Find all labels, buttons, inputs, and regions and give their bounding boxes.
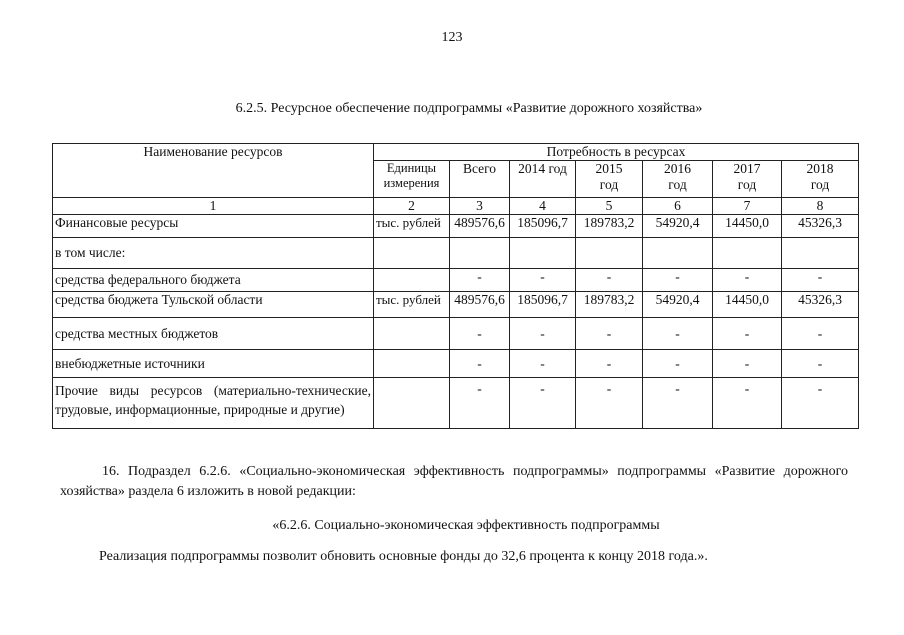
col-number: 4 xyxy=(510,198,576,215)
row-unit xyxy=(374,269,450,292)
col-number: 7 xyxy=(713,198,782,215)
row-label: Прочие виды ресурсов (материально-технические, трудовые, информационные, природные и другие) xyxy=(53,378,374,429)
header-2018: 2018 год xyxy=(782,161,859,198)
row-value: - xyxy=(450,269,510,292)
row-value: 185096,7 xyxy=(510,215,576,238)
row-value: 54920,4 xyxy=(643,215,713,238)
row-label: внебюджетные источники xyxy=(53,350,374,378)
row-value: - xyxy=(643,350,713,378)
row-value: - xyxy=(643,318,713,350)
row-value: - xyxy=(713,378,782,429)
row-value: - xyxy=(643,378,713,429)
resources-table xyxy=(52,143,859,429)
row-value: 189783,2 xyxy=(576,215,643,238)
row-value: - xyxy=(643,269,713,292)
paragraph-16: 16. Подраздел 6.2.6. «Социально-экономическая эффективность подпрограммы» подпрограммы «Развитие дорожного хозяйства» раздела 6 изложить в новой редакции: xyxy=(60,464,848,499)
row-unit: тыс. рублей xyxy=(374,215,450,238)
col-number: 5 xyxy=(576,198,643,215)
header-resource-name: Наименование ресурсов xyxy=(53,144,374,198)
table-row xyxy=(53,318,859,350)
row-value: - xyxy=(576,269,643,292)
col-number: 6 xyxy=(643,198,713,215)
row-value: - xyxy=(510,318,576,350)
row-value: 489576,6 xyxy=(450,292,510,318)
col-number: 1 xyxy=(53,198,374,215)
row-value: - xyxy=(782,350,859,378)
row-value xyxy=(450,238,510,269)
row-value: - xyxy=(782,318,859,350)
quoted-subsection-title: «6.2.6. Социально-экономическая эффективность подпрограммы xyxy=(272,518,660,533)
row-value: - xyxy=(713,269,782,292)
col-number: 3 xyxy=(450,198,510,215)
header-2017: 2017 год xyxy=(713,161,782,198)
row-value: - xyxy=(450,318,510,350)
row-value: - xyxy=(782,269,859,292)
row-label: средства местных бюджетов xyxy=(53,318,374,350)
row-value: 45326,3 xyxy=(782,215,859,238)
col-number: 2 xyxy=(374,198,450,215)
table-row xyxy=(53,292,859,318)
row-value: - xyxy=(510,269,576,292)
table-row xyxy=(53,378,859,429)
table-row xyxy=(53,215,859,238)
row-value: - xyxy=(713,350,782,378)
row-value xyxy=(510,238,576,269)
closing-paragraph: Реализация подпрограммы позволит обновить основные фонды до 32,6 процента к концу 2018 года.». xyxy=(99,549,708,564)
header-units: Единицы измерения xyxy=(374,161,450,198)
row-value xyxy=(643,238,713,269)
row-value: - xyxy=(450,350,510,378)
row-value: 54920,4 xyxy=(643,292,713,318)
header-2016: 2016 год xyxy=(643,161,713,198)
row-value xyxy=(713,238,782,269)
row-value: 185096,7 xyxy=(510,292,576,318)
row-value: - xyxy=(510,350,576,378)
header-2015: 2015 год xyxy=(576,161,643,198)
row-value xyxy=(576,238,643,269)
row-unit xyxy=(374,238,450,269)
row-value: - xyxy=(576,350,643,378)
row-value: - xyxy=(450,378,510,429)
row-unit xyxy=(374,378,450,429)
section-title: 6.2.5. Ресурсное обеспечение подпрограммы «Развитие дорожного хозяйства» xyxy=(235,101,703,116)
row-value: - xyxy=(782,378,859,429)
row-value: 14450,0 xyxy=(713,215,782,238)
table-row xyxy=(53,238,859,269)
row-value: - xyxy=(510,378,576,429)
row-unit xyxy=(374,318,450,350)
row-value: - xyxy=(576,318,643,350)
header-2014: 2014 год xyxy=(510,161,576,198)
row-value: - xyxy=(713,318,782,350)
page-number: 123 xyxy=(441,30,463,45)
table-row xyxy=(53,269,859,292)
row-value: 189783,2 xyxy=(576,292,643,318)
row-label: средства бюджета Тульской области xyxy=(53,292,374,318)
row-label: средства федерального бюджета xyxy=(53,269,374,292)
row-label: Финансовые ресурсы xyxy=(53,215,374,238)
row-unit xyxy=(374,350,450,378)
row-value: 45326,3 xyxy=(782,292,859,318)
table-row xyxy=(53,350,859,378)
row-unit: тыс. рублей xyxy=(374,292,450,318)
header-total: Всего xyxy=(450,161,510,198)
row-value: 14450,0 xyxy=(713,292,782,318)
row-value: - xyxy=(576,378,643,429)
row-value: 489576,6 xyxy=(450,215,510,238)
row-value xyxy=(782,238,859,269)
col-number: 8 xyxy=(782,198,859,215)
header-needs: Потребность в ресурсах xyxy=(374,144,859,161)
row-label: в том числе: xyxy=(53,238,374,269)
